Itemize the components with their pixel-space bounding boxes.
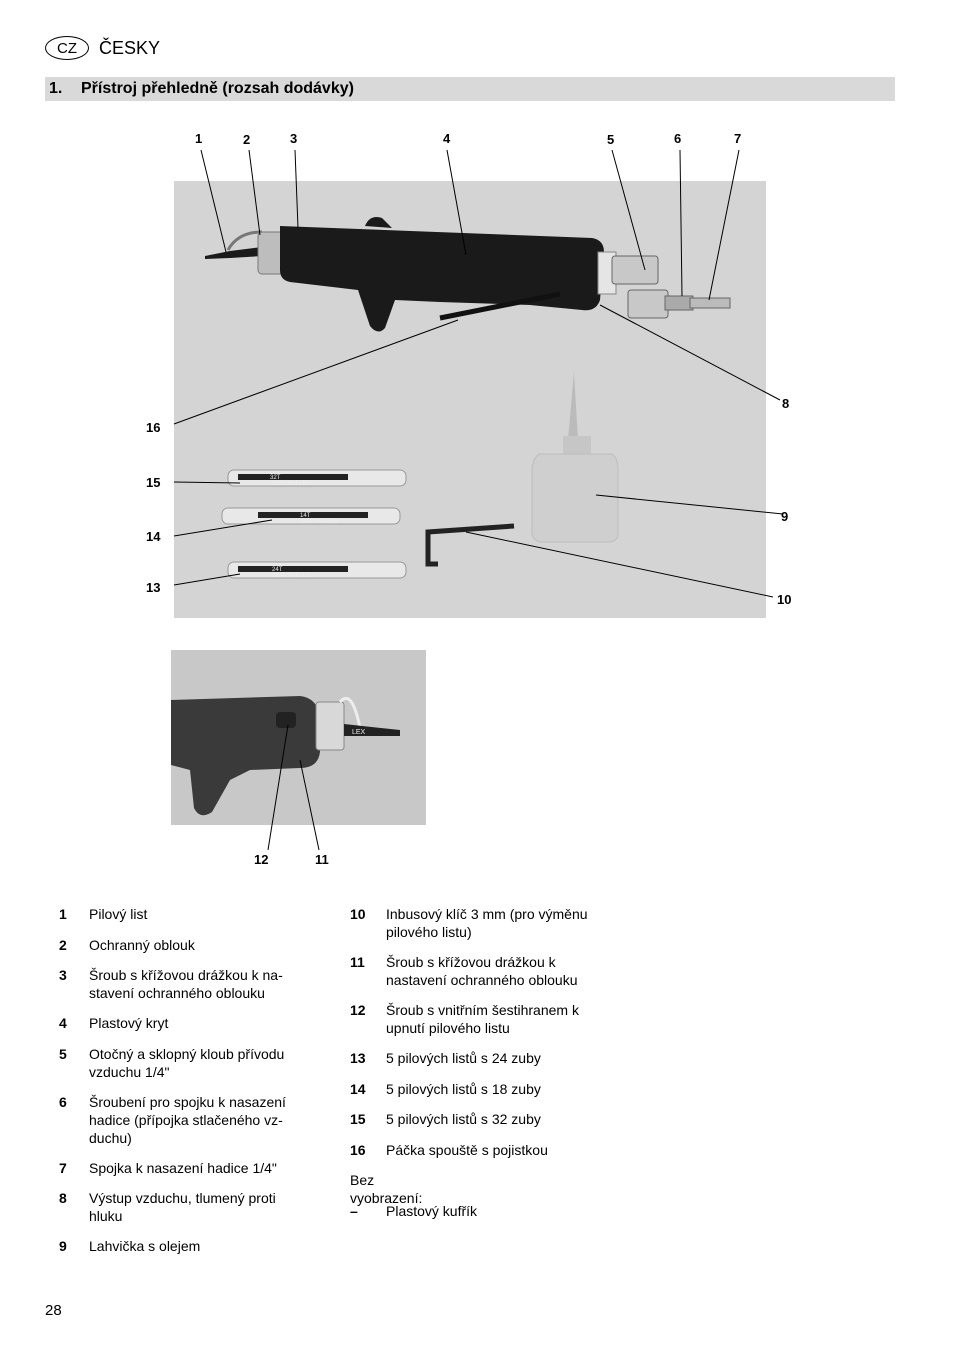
blade-label-32t-brand: ZIPP 30-FLEX [272,481,311,487]
list-item: 6 Šroubení pro spojku k nasazení hadice (přípojka stlačeného vz-duchu) [59,1094,286,1146]
list-item: 2 Ochranný oblouk [59,937,195,953]
list-item: 16 Páčka spouště s pojistkou [350,1142,548,1158]
callout-9: 9 [781,509,789,524]
list-item: 1 Pilový list [59,906,148,922]
detail-saw [171,696,400,815]
callout-12: 12 [254,852,269,867]
language-name: ČESKY [99,37,161,58]
air-saw-body [205,217,730,332]
list-item: 12 Šroub s vnitřním šestihranem k upnutí pilového listu [350,1002,579,1036]
callout-1: 1 [195,131,203,146]
callout-16: 16 [146,420,161,435]
callout-2: 2 [243,132,251,147]
callout-15: 15 [146,475,161,490]
callout-3: 3 [290,131,298,146]
not-shown-label: Bez vyobrazení: [350,1172,423,1206]
list-item: 5 Otočný a sklopný kloub přívodu vzduchu 1/4" [59,1046,285,1080]
callout-13: 13 [146,580,161,595]
list-item: 13 5 pilových listů s 24 zuby [350,1050,541,1066]
list-item: 8 Výstup vzduchu, tlumený proti hluku [59,1190,276,1224]
language-badge: CZ [45,36,89,60]
callout-14: 14 [146,529,161,544]
section-number: 1. [49,80,63,97]
oil-bottle [532,372,618,542]
list-item: – Plastový kufřík [350,1203,478,1219]
callout-6: 6 [674,131,682,146]
list-item: 3 Šroub s křížovou drážkou k na-stavení ochranného oblouku [59,967,283,1001]
blade-label-14t: 14T [300,513,311,519]
list-item: 9 Lahvička s olejem [59,1238,201,1254]
list-item: 14 5 pilových listů s 18 zuby [350,1081,541,1097]
section-title: Přístroj přehledně (rozsah dodávky) [81,80,354,97]
page-number: 28 [45,1302,62,1319]
callout-10: 10 [777,592,792,607]
list-item: 15 5 pilových listů s 32 zuby [350,1111,541,1127]
list-item: 11 Šroub s křížovou drážkou k nastavení ochranného oblouku [350,954,578,988]
list-item: 7 Spojka k nasazení hadice 1/4" [59,1160,277,1176]
blade-label-24t: 24T [272,567,283,573]
blade-label-24t-brand: ZIPP 30-FLEX [272,573,311,579]
hex-key-icon [428,526,514,564]
callout-4: 4 [443,131,451,146]
callout-5: 5 [607,132,615,147]
list-item: 4 Plastový kryt [59,1015,169,1031]
list-item: 10 Inbusový klíč 3 mm (pro výměnu pilového listu) [350,906,588,940]
detail-blade-label: LEX [352,729,366,736]
callout-7: 7 [734,131,742,146]
blade-label-32t: 32T [270,475,281,481]
blade-label-14t-brand: ZIPP 30-FLEX [300,519,339,525]
callout-11: 11 [315,852,329,867]
callout-8: 8 [782,396,790,411]
